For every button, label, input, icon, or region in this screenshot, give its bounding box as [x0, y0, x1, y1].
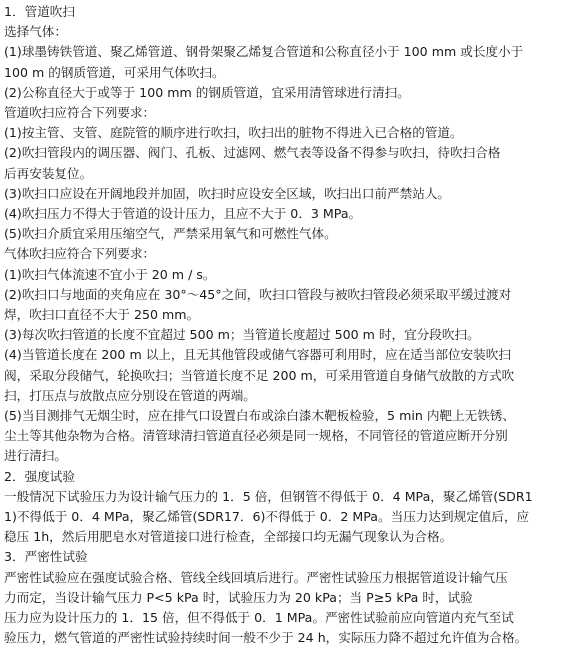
text-line: 一般情况下试验压力为设计输气压力的 1．5 倍，但钢管不得低于 0．4 MPa，聚乙烯管(SDR1: [4, 488, 533, 504]
text-line: (1)吹扫气体流速不宜小于 20 m / s。: [4, 266, 216, 282]
text-line: 稳压 1h，然后用肥皂水对管道接口进行检查，全部接口均无漏气现象认为合格。: [4, 529, 453, 545]
text-line: 扫，打压点与放散点应分别设在管道的两端。: [4, 387, 256, 403]
section-heading-pipe-purging: 1．管道吹扫: [4, 4, 75, 19]
text-line: (5)当目测排气无烟尘时，应在排气口设置白布或涂白漆木靶板检验，5 min 内靶上无铁锈、: [4, 408, 515, 424]
text-line: 焊，吹扫口直径不大于 250 mm。: [4, 307, 200, 323]
text-line: (5)吹扫介质宜采用压缩空气，严禁采用氧气和可燃性气体。: [4, 226, 337, 242]
subheading-gas-purging-requirements: 气体吹扫应符合下列要求：: [4, 246, 156, 262]
subheading-select-gas: 选择气体：: [4, 24, 67, 40]
text-line: (2)吹扫口与地面的夹角应在 30°～45°之间，吹扫口管段与被吹扫管段必须采取平缓过渡对: [4, 286, 512, 302]
text-line: (4)当管道长度在 200 m 以上，且无其他管段或储气容器可利用时，应在适当部位安装吹扫: [4, 347, 511, 363]
text-line: (3)每次吹扫管道的长度不宜超过 500 m；当管道长度超过 500 m 时，宜分段吹扫。: [4, 327, 480, 343]
section-heading-strength-test: 2．强度试验: [4, 468, 75, 484]
subheading-purging-requirements: 管道吹扫应符合下列要求：: [4, 105, 156, 121]
text-line: (4)吹扫压力不得大于管道的设计压力，且应不大于 0．3 MPa。: [4, 206, 362, 222]
text-line: 严密性试验应在强度试验合格、管线全线回填后进行。严密性试验压力根据管道设计输气压: [4, 569, 508, 585]
text-line: 进行清扫。: [4, 448, 67, 464]
section-heading-tightness-test: 3．严密性试验: [4, 549, 88, 565]
text-line: 阀，采取分段储气，轮换吹扫；当管道长度不足 200 m，可采用管道自身储气放散的方式吹: [4, 367, 515, 383]
text-line: 力而定，当设计输气压力 P<5 kPa 时，试验压力为 20 kPa；当 P≥5 kPa 时，试验: [4, 589, 473, 605]
text-line: (3)吹扫口应设在开阔地段并加固，吹扫时应设安全区域，吹扫出口前严禁站人。: [4, 185, 451, 201]
text-line: (2)吹扫管段内的调压器、阀门、孔板、过滤网、燃气表等设备不得参与吹扫，待吹扫合格: [4, 145, 501, 161]
text-line: (1)球墨铸铁管道、聚乙烯管道、钢骨架聚乙烯复合管道和公称直径小于 100 mm 或长度小于: [4, 44, 524, 60]
text-line: 验压力，燃气管道的严密性试验持续时间一般不少于 24 h，实际压力降不超过允许值为合格。: [4, 630, 528, 646]
text-line: 1)不得低于 0．4 MPa，聚乙烯管(SDR17．6)不得低于 0．2 MPa。当压力达到规定值后，应: [4, 509, 530, 525]
text-line: 压力应为设计压力的 1．15 倍，但不得低于 0．1 MPa。严密性试验前应向管道内充气至试: [4, 610, 514, 626]
text-line: (1)按主管、支管、庭院管的顺序进行吹扫，吹扫出的脏物不得进入已合格的管道。: [4, 125, 463, 141]
text-line: 尘土等其他杂物为合格。清管球清扫管道直径必须是同一规格，不同管径的管道应断开分别: [4, 428, 508, 444]
text-line: (2)公称直径大于或等于 100 mm 的钢质管道，宜采用清管球进行清扫。: [4, 84, 410, 100]
text-line: 100 m 的钢质管道，可采用气体吹扫。: [4, 64, 225, 80]
text-line: 后再安装复位。: [4, 165, 93, 181]
